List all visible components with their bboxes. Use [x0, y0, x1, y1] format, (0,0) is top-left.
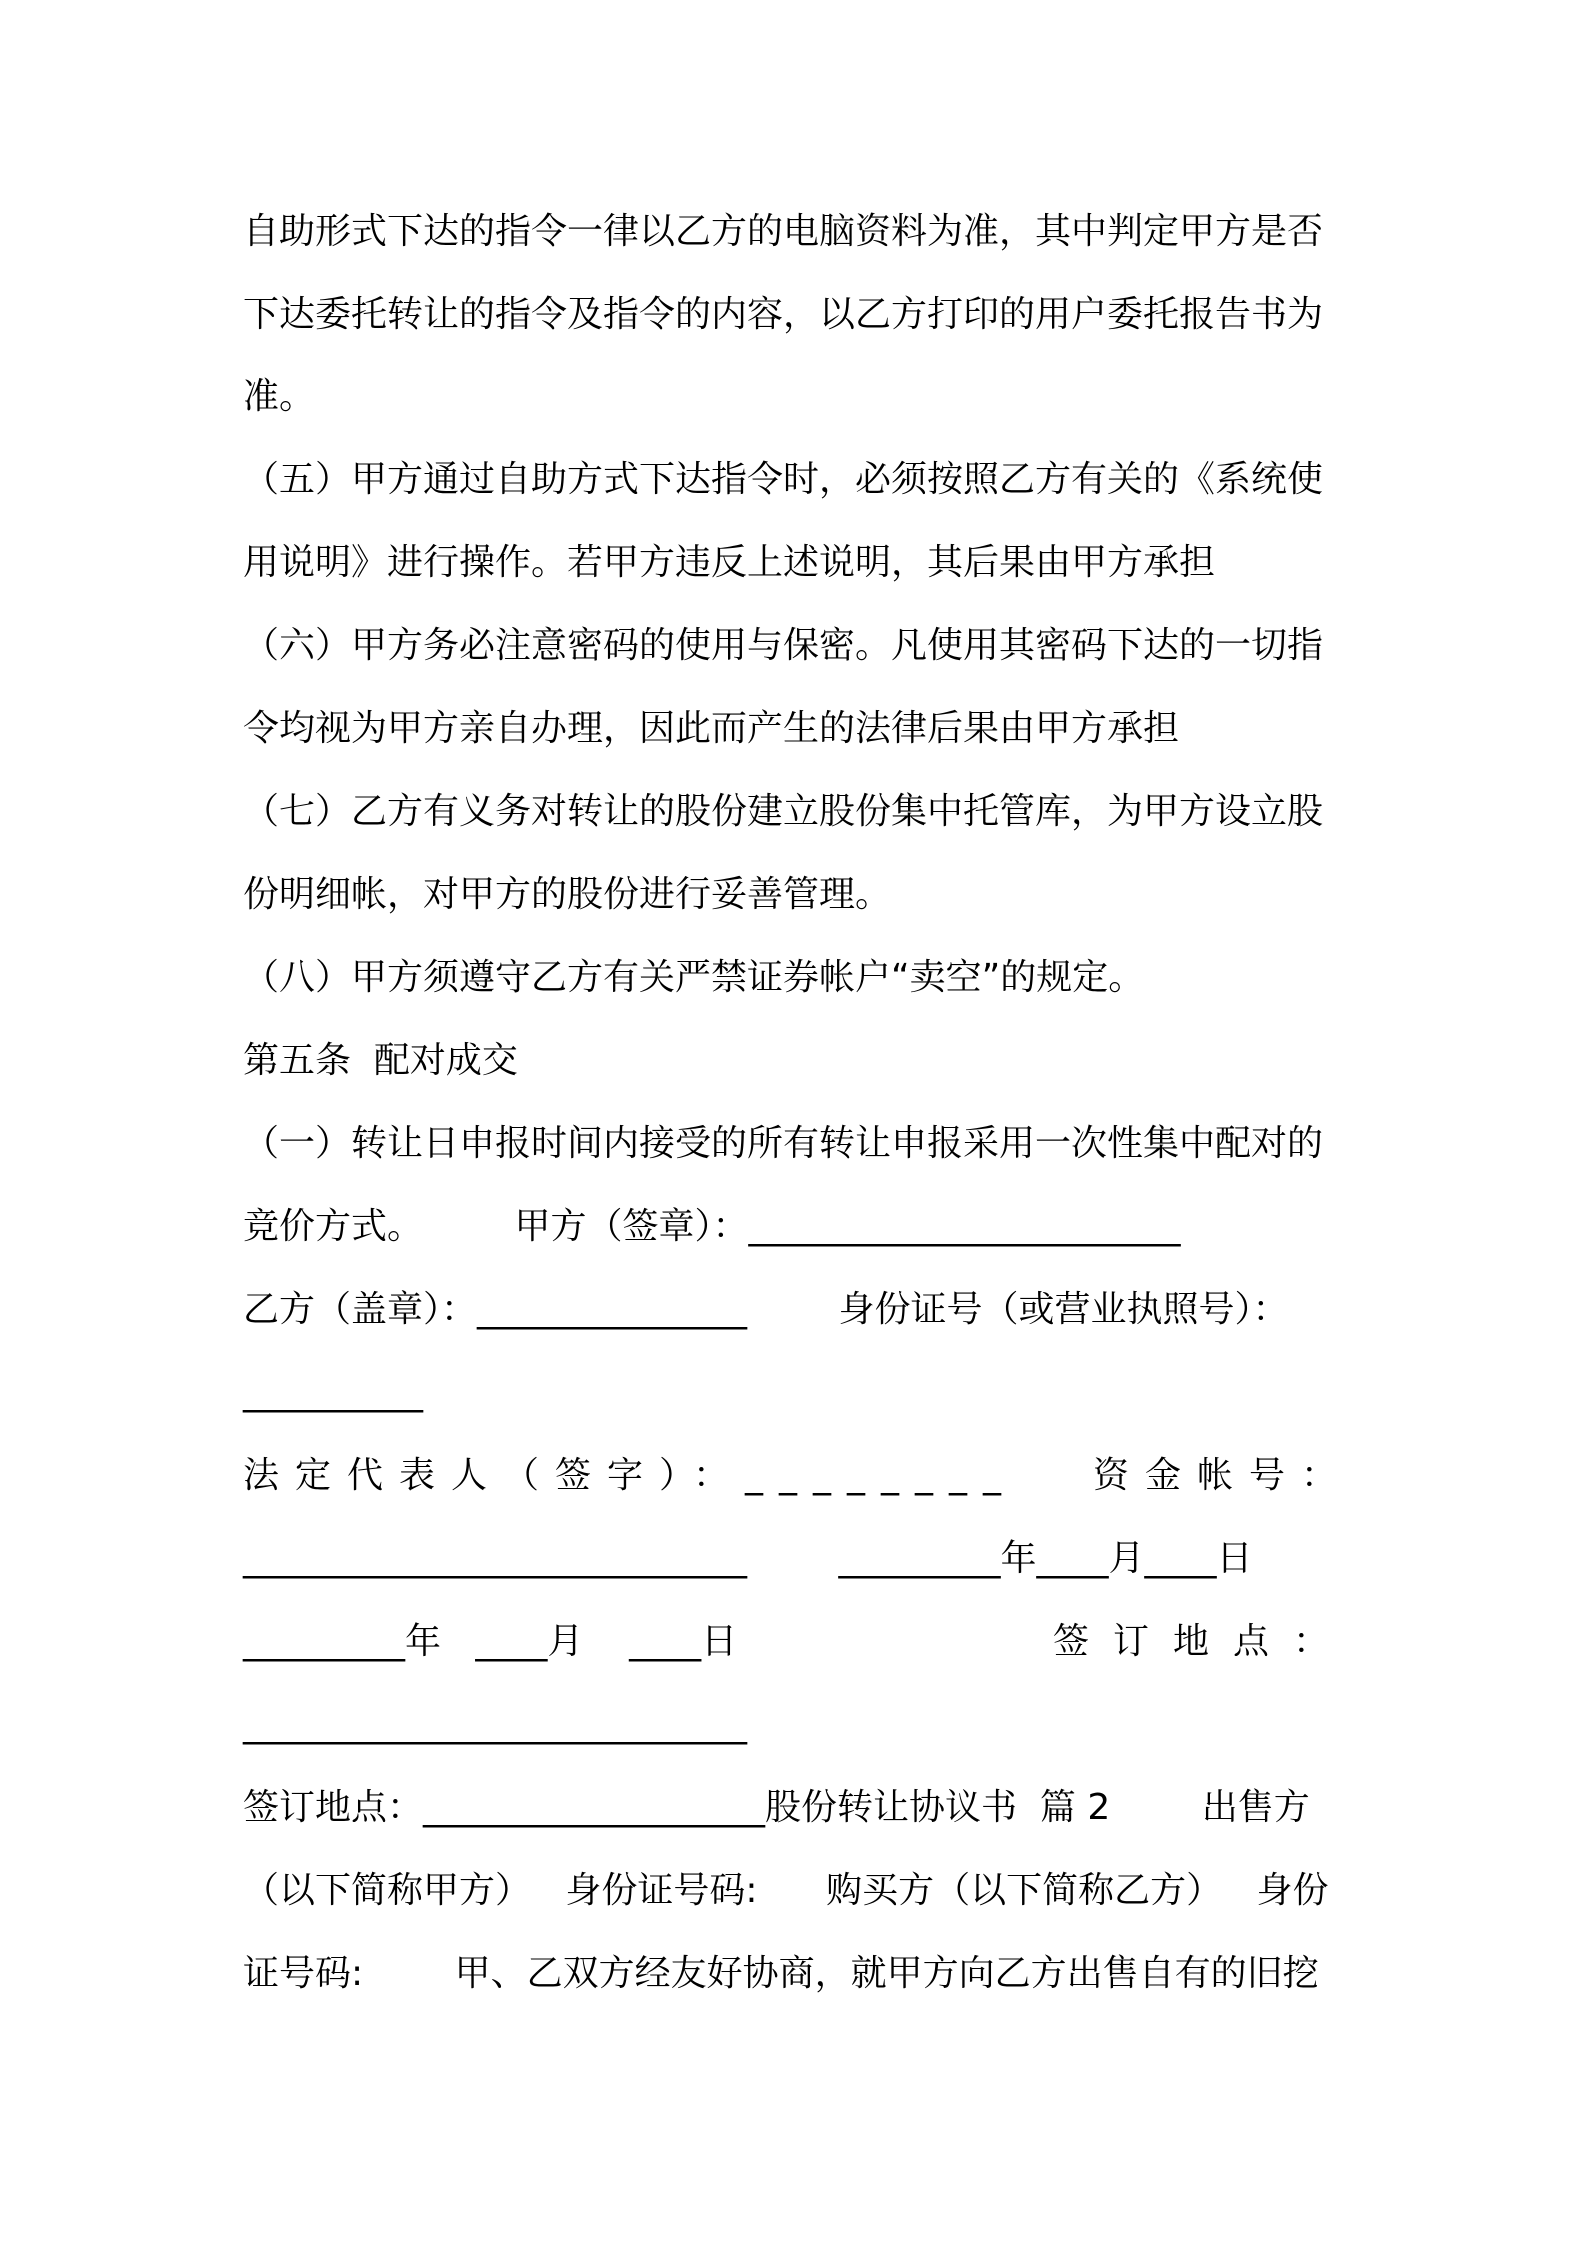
fund-account-label: 资金帐号：: [1092, 1455, 1353, 1496]
text-line: 下达委托转让的指令及指令的内容，以乙方打印的用户委托报告书为: [243, 294, 1324, 335]
text-line: 令均视为甲方亲自办理，因此而产生的法律后果由甲方承担: [243, 708, 1180, 749]
text-line: 份明细帐，对甲方的股份进行妥善管理。: [243, 874, 892, 915]
signature-line-party-b: 乙方（盖章）：_______________ 身份证号（或营业执照号）：: [243, 1289, 1289, 1330]
text-line: （七）乙方有义务对转让的股份建立股份集中托管库，为甲方设立股: [243, 791, 1324, 832]
signature-line-party-a: 竞价方式。 甲方（签章）：________________________: [243, 1206, 1181, 1247]
date-fields: _________年 ____月 ____日: [243, 1621, 738, 1662]
date-place-line: [243, 1620, 1353, 1664]
text-line: 用说明》进行操作。若甲方违反上述说明，其后果由甲方承担: [243, 542, 1216, 583]
text-line: （五）甲方通过自助方式下达指令时，必须按照乙方有关的《系统使: [243, 459, 1324, 500]
text-line: （八）甲方须遵守乙方有关严禁证券帐户“卖空”的规定。: [243, 957, 1145, 998]
legal-representative-line: [243, 1454, 1353, 1498]
legal-representative-label: 法定代表人（签字）：________: [243, 1455, 1018, 1496]
blank-line: __________: [243, 1372, 423, 1413]
text-line: 证号码: 甲、乙双方经友好协商，就甲方向乙方出售自有的旧挖: [243, 1953, 1319, 1994]
text-line: （六）甲方务必注意密码的使用与保密。凡使用其密码下达的一切指: [243, 625, 1324, 666]
date-line: ____________________________ _________年____月____日: [243, 1538, 1253, 1579]
text-line: （一）转让日申报时间内接受的所有转让申报采用一次性集中配对的: [243, 1123, 1324, 1164]
blank-line: ____________________________: [243, 1704, 747, 1745]
text-line: （以下简称甲方） 身份证号码: 购买方（以下简称乙方） 身份: [243, 1870, 1329, 1911]
text-line: 签订地点：___________________股份转让协议书 篇 2 出售方: [243, 1787, 1310, 1828]
signing-place-label: 签订地点：: [1052, 1621, 1353, 1662]
text-line: 自助形式下达的指令一律以乙方的电脑资料为准，其中判定甲方是否: [243, 211, 1324, 252]
text-line: 准。: [243, 376, 316, 417]
section-heading: 第五条 配对成交: [243, 1040, 518, 1081]
